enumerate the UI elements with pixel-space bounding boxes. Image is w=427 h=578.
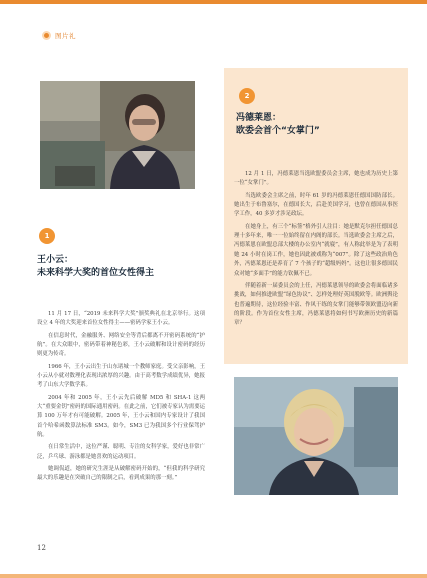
- headline-line-2: 未来科学大奖的首位女性得主: [37, 268, 155, 278]
- paragraph: 她调侃道，她的研究生涯是从破解密码开始的，“但我的科学研究最大的乐趣是在突破自己的限制之后，看到成果的那一刻。”: [37, 466, 205, 482]
- paragraph: 当选欧委会主席之前，时年 61 岁的冯德莱恩任德国国防部长。她出生于布鲁塞尔，在德国长大，后赴美国学习，也曾在德国从事医学工作，40 多岁才涉足政坛。: [234, 192, 398, 218]
- header-rule: [0, 0, 427, 4]
- paragraph: 伴随着新一届委员会的上任，冯德莱恩领导的欧委会将面临诸多挑战，如何推进欧盟“绿色协议”、怎样处理好英国脱欧等。欧洲舆论也普遍期待，这位经验丰富、作风干练的女掌门能够带领欧盟迈向新的阶段。作为首位女性主席，冯德莱恩将如何书写欧洲历史的新篇章？: [234, 282, 398, 327]
- article-body-wang: [37, 310, 205, 525]
- paragraph: 在信息时代，金融服务、网络安全等背后都离不开密码系统的“护航”。在大众眼中，密码带着神秘色彩，王小云破解和设计密码的经历则更为传奇。: [37, 332, 205, 358]
- paragraph: 11 月 17 日，“2019 未来科学大奖”颁奖典礼在北京举行。这项设立 4 年的大奖迎来首位女性得主——密码学家王小云。: [37, 311, 205, 327]
- paragraph: 在日常生活中，这位严谨、聪明、专注的女科学家，爱好也非常广泛，乒乓球、游泳都是她喜欢的运动项目。: [37, 444, 205, 460]
- paragraph: 12 月 1 日，冯德莱恩当选欧盟委员会主席，她也成为历史上第一位“女掌门”。: [234, 171, 398, 187]
- badge-1: 1: [39, 228, 55, 244]
- badge-2: 2: [239, 88, 255, 104]
- headline-von-der-leyen: [236, 112, 401, 138]
- section-tag: [42, 31, 76, 40]
- photo-von-der-leyen: [234, 377, 398, 495]
- page-number: 12: [37, 544, 46, 552]
- photo-wang-xiaoyun: [40, 81, 195, 189]
- headline-wang: [37, 254, 212, 280]
- section-dot-icon: [42, 31, 51, 40]
- paragraph: 在她身上，有三个“标签”格外引人注目：她是默克尔担任德国总理十多年来，唯一一位始终留在内阁的部长。当选欧委会主席之后，冯德莱恩在欧盟总部大楼的办公室内“就寝”，有人称此举是为了表明她 24 小时在岗工作，她也因此被戏称为“007”。除了这些政治角色外，冯德莱恩还是养育了 7 个孩子的“超级妈妈”。这也让很多德国民众对她“多面手”的能力钦佩不已。: [234, 223, 398, 277]
- paragraph: 1966 年，王小云出生于山东诸城一个教师家庭。受父亲影响，王小云从小就对数理化表现出浓厚的兴趣。由于高考数学成绩优异，她报考了山东大学数学系。: [37, 363, 205, 389]
- paragraph: 2004 年和 2005 年，王小云先后破解 MD5 和 SHA-1 这两大“重要金钥”密码的国际通用密码。在此之前，它们被专家认为需要运算 100 万年才有可能破解。2005 年，王小云和国内专家设计了我国首个哈希函数算法标准 SM3。如今，SM3 已为我国多个行业保驾护航。: [37, 394, 205, 439]
- headline-line-1: 冯德莱恩：: [236, 113, 282, 123]
- article-body-von-der-leyen: [234, 170, 398, 356]
- headline-line-2: 欧委会首个“女掌门”: [236, 126, 320, 136]
- footer-rule: [0, 574, 427, 578]
- headline-line-1: 王小云：: [37, 255, 74, 265]
- section-label: 图片礼: [55, 32, 76, 40]
